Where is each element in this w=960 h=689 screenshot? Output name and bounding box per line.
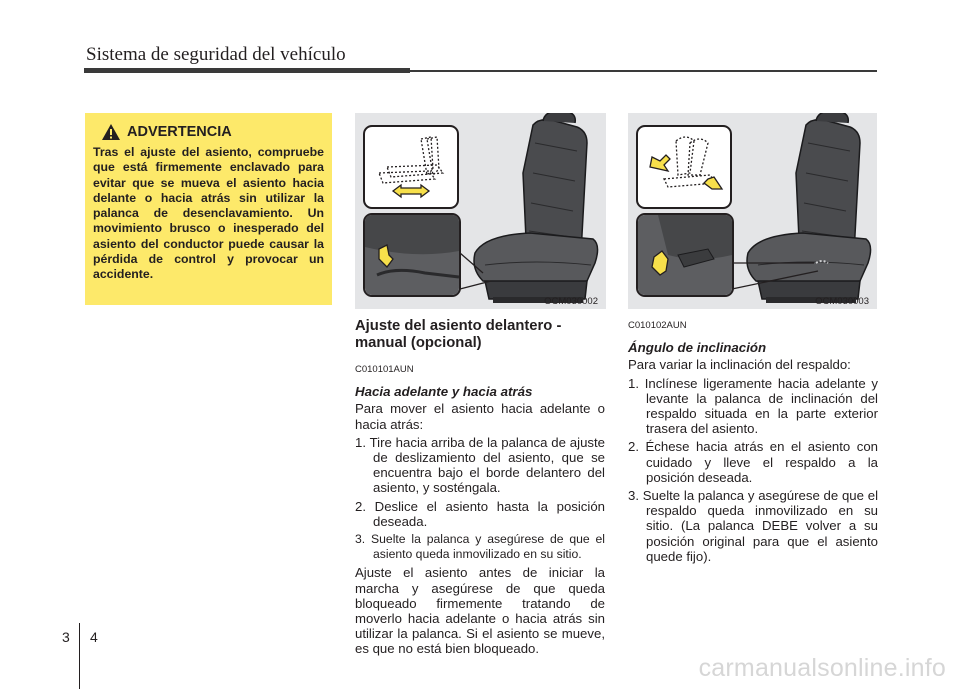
inset-recline-diagram [636, 125, 732, 209]
figure-code-right: OCM030003 [815, 296, 869, 307]
step-1: 1. Tire hacia arriba de la palanca de ajuste de deslizamiento del asiento, que se encuentra bajo el borde delantero del asiento, y sosténgala. [355, 434, 605, 496]
column-right [628, 318, 878, 567]
subheading-2: Ángulo de inclinación [628, 340, 767, 356]
step-2: 2. Deslice el asiento hasta la posición deseada. [355, 498, 605, 529]
recline-lever-closeup [638, 215, 732, 295]
page-header-title: Sistema de seguridad del vehículo [86, 44, 346, 65]
watermark: carmanualsonline.info [698, 654, 946, 682]
chapter-number: 3 [62, 629, 70, 645]
page-vertical-rule [79, 623, 80, 689]
warning-header [101, 123, 324, 141]
figure-seat-recline [628, 113, 877, 309]
closing-paragraph: Ajuste el asiento antes de iniciar la marcha y asegúrese de que queda bloqueado firmemente tratando de moverlo hacia adelante o hacia atrás sin utilizar la palanca. Si el asiento se mueve, es que no está bien bloqueado. [355, 565, 605, 657]
header-rule-thin [410, 70, 877, 72]
step-3: 3. Suelte la palanca y asegúrese de que el asiento queda inmovilizado en su sitio. [355, 532, 605, 562]
step-1-recline: 1. Inclínese ligeramente hacia adelante y levante la palanca de inclinación del respaldo situada en la parte exterior trasera del asiento. [628, 375, 878, 437]
recline-back-arrow-icon [650, 155, 670, 171]
slide-diagram [365, 127, 457, 207]
lever-closeup [365, 215, 459, 295]
inset-lever-closeup [363, 213, 461, 297]
warning-text: Tras el ajuste del asiento, compruebe que está firmemente enclavado para evitar que se mueva el asiento hacia delante o hacia atrás sin utilizar la palanca de desenclavamiento. Un movimiento brusco o inesperado del asiento del conductor puede causar la pérdida de control y provocar un accidente. [93, 145, 324, 282]
subheading: Hacia adelante y hacia atrás [355, 384, 533, 400]
figure-seat-slide [355, 113, 606, 309]
double-arrow-icon [393, 185, 429, 197]
section-title: Ajuste del asiento delantero - manual (opcional) [355, 318, 562, 351]
recline-diagram [638, 127, 730, 207]
inset-recline-lever [636, 213, 734, 297]
intro-paragraph-2: Para variar la inclinación del respaldo: [628, 357, 851, 373]
figure-code-left: OCM030002 [544, 296, 598, 307]
recline-forward-arrow-icon [704, 177, 722, 189]
section-code: C010101AUN [355, 364, 414, 375]
step-2-recline: 2. Échese hacia atrás en el asiento con cuidado y lleve el respaldo a la posición deseada. [628, 439, 878, 485]
header-rule-thick [84, 68, 410, 73]
intro-paragraph: Para mover el asiento hacia adelante o hacia atrás: [355, 401, 605, 432]
step-3-recline: 3. Suelte la palanca y asegúrese de que el respaldo queda inmovilizado en su sitio. (La palanca DEBE volver a su posición original para que el asiento quede fijo). [628, 488, 878, 564]
section-code-2: C010102AUN [628, 320, 687, 331]
page-number: 4 [90, 629, 98, 645]
column-left [355, 318, 605, 660]
warning-title: ADVERTENCIA [127, 124, 232, 140]
warning-triangle-icon [101, 123, 121, 141]
inset-slide-diagram [363, 125, 459, 209]
warning-box [85, 113, 332, 305]
